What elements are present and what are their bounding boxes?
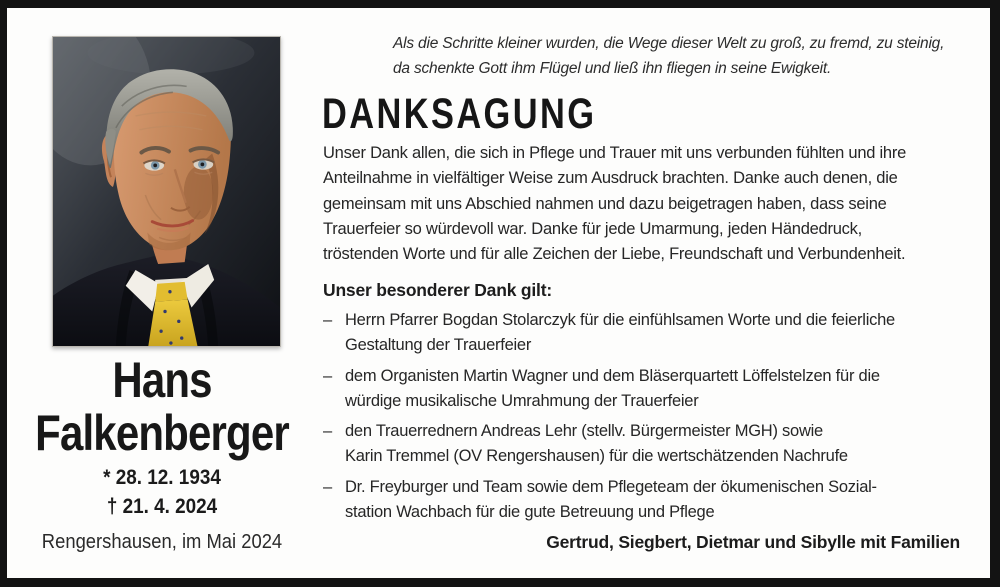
thanks-list <box>323 308 973 530</box>
thanks-item-text: Dr. Freyburger und Team sowie dem Pflegeteam der ökumenischen Sozial- station Wachbach für die gute Betreuung und Pflege <box>345 477 877 522</box>
thanks-list-item <box>323 364 973 415</box>
epitaph-quote: Als die Schritte kleiner wurden, die Wege dieser Welt zu groß, zu fremd, zu steinig, da schenkte Gott ihm Flügel und ließ ihn fliegen in seine Ewigkeit. <box>393 35 945 77</box>
birth-date: * 28. 12. 1934 <box>103 466 221 489</box>
thanks-item-text: den Trauerrednern Andreas Lehr (stellv. Bürgermeister MGH) sowie Karin Tremmel (OV Rengershausen) für die wertschätzenden Nachrufe <box>345 422 848 466</box>
special-thanks-heading: Unser besonderer Dank gilt: <box>323 280 552 300</box>
thanks-item-text: Herrn Pfarrer Bogdan Stolarczyk für die einfühlsamen Worte und die feierliche Gestaltung der Trauerfeier <box>345 311 895 355</box>
thanks-list-item <box>323 308 973 359</box>
portrait-illustration <box>53 37 280 346</box>
thanks-list-item <box>323 475 973 526</box>
bullet-dash: – <box>323 311 332 329</box>
portrait-photo <box>52 36 281 347</box>
thanks-list-item <box>323 419 973 470</box>
frame-border-bottom <box>0 578 1000 587</box>
death-date: † 21. 4. 2024 <box>106 495 218 518</box>
place-and-date: Rengershausen, im Mai 2024 <box>41 531 283 553</box>
frame-border-left <box>0 0 7 587</box>
life-dates <box>24 463 299 521</box>
bullet-dash: – <box>323 422 332 441</box>
frame-border-right <box>990 0 1000 587</box>
thanks-item-text: dem Organisten Martin Wagner und dem Bläserquartett Löffelstelzen für die würdige musikalische Umrahmung der Trauerfeier <box>345 366 880 410</box>
bullet-dash: – <box>323 477 332 496</box>
deceased-name <box>33 354 290 460</box>
family-signature: Gertrud, Siegbert, Dietmar und Sibylle mit Familien <box>546 532 960 552</box>
bullet-dash: – <box>323 366 332 385</box>
thanks-paragraph: Unser Dank allen, die sich in Pflege und Trauer mit uns verbunden fühlten und ihre Anteilnahme in vielfältiger Weise zum Ausdruck brachten. Danke auch denen, die gemeinsam mit uns Abschied nahmen und dazu beigetragen haben, dass seine Trauerfeier so würdevoll war. Danke für jede Umarmung, jeden Händedruck, tröstenden Worte und für alle Zeichen der Liebe, Freundschaft und Verbundenheit. <box>323 144 907 264</box>
frame-border-top <box>0 0 1000 8</box>
deceased-last-name: Falkenberger <box>35 405 289 461</box>
deceased-first-name: Hans <box>112 352 212 408</box>
danksagung-title: DANKSAGUNG <box>322 90 597 138</box>
